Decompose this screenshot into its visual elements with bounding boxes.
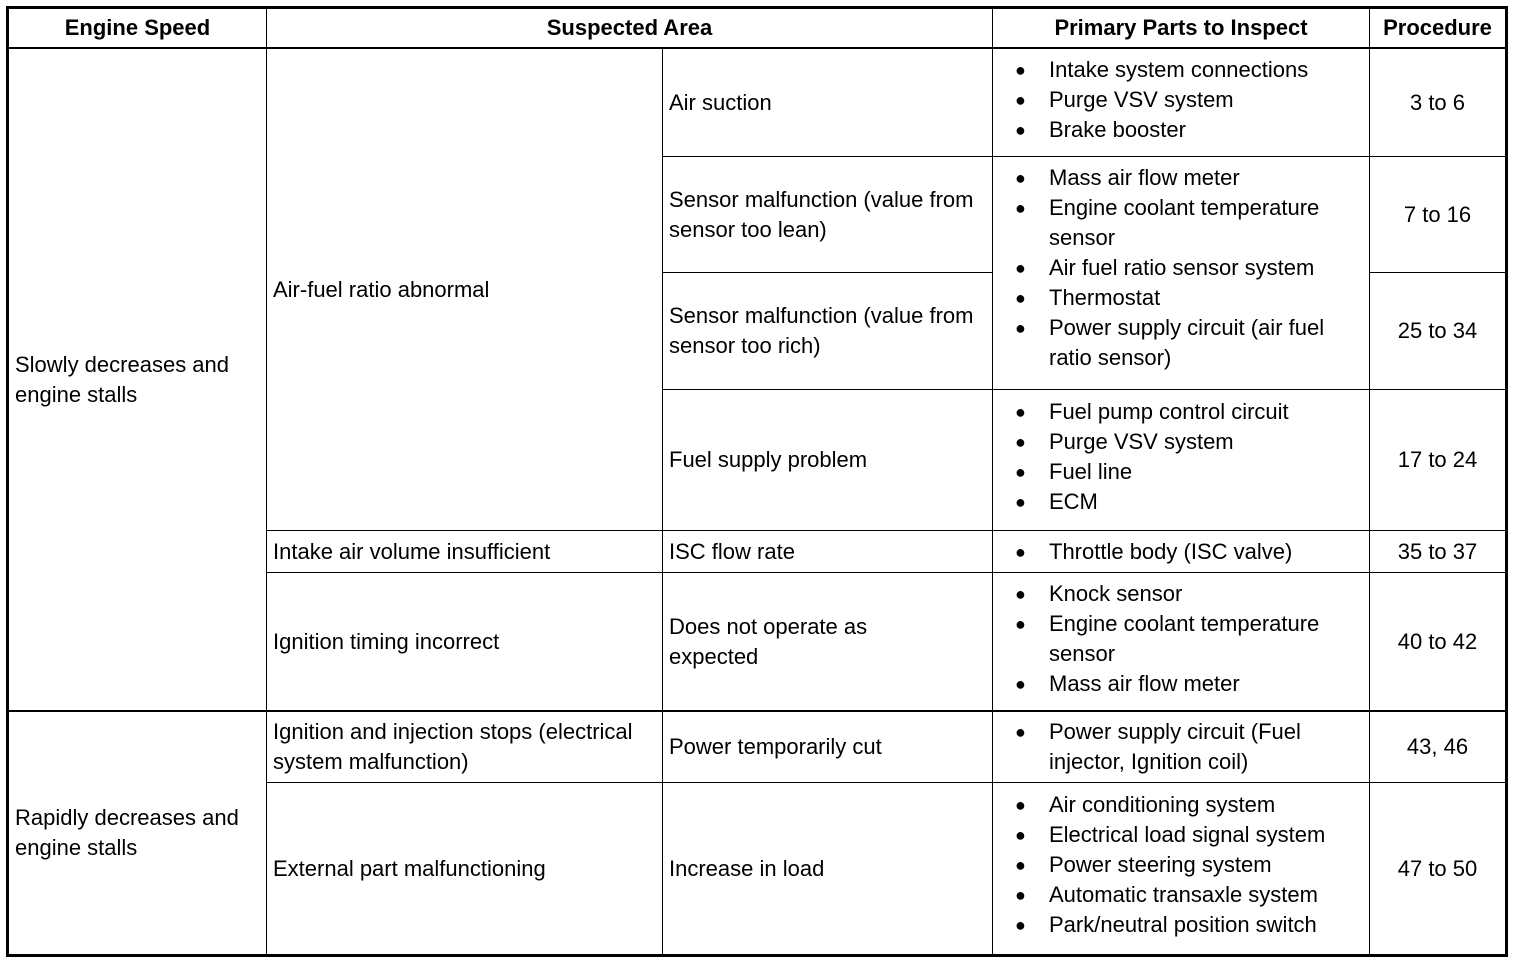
part-item: ● Knock sensor — [993, 579, 1369, 609]
sub-increase-load: Increase in load — [669, 855, 825, 881]
sub-air-suction: Air suction — [669, 89, 772, 115]
header-suspected-area: Suspected Area — [546, 15, 713, 40]
part-item: ● Engine coolant temperature sensor — [993, 193, 1369, 253]
sub-sensor-rich: Sensor malfunction (value from sensor too rich) — [669, 303, 974, 358]
table-border-bottom — [6, 954, 1508, 957]
sub-sensor-lean: Sensor malfunction (value from sensor too lean) — [669, 186, 974, 242]
header-procedure: Procedure — [1383, 15, 1492, 40]
header-primary-parts: Primary Parts to Inspect — [1054, 15, 1308, 40]
part-item: ● Fuel pump control circuit — [993, 397, 1369, 427]
part-item: ● Engine coolant temperature sensor — [993, 609, 1369, 669]
parts-isc-flow — [993, 537, 1369, 567]
engine-speed-slow: Slowly decreases and engine stalls — [15, 351, 230, 407]
part-item: ● Mass air flow meter — [993, 669, 1369, 699]
part-item: ● Power supply circuit (air fuel ratio sensor) — [993, 313, 1369, 373]
parts-air-suction — [993, 55, 1369, 145]
area-ignition-timing: Ignition timing incorrect — [273, 628, 500, 654]
part-item: ● Brake booster — [993, 115, 1369, 145]
part-item: ● Throttle body (ISC valve) — [993, 537, 1369, 567]
engine-speed-rapid: Rapidly decreases and engine stalls — [15, 805, 239, 860]
part-item: ● Thermostat — [993, 283, 1369, 313]
sub-fuel-supply: Fuel supply problem — [669, 447, 868, 472]
parts-fuel-supply — [993, 397, 1369, 517]
part-item: ● Park/neutral position switch — [993, 910, 1369, 940]
table-border-right — [1505, 6, 1508, 957]
part-item: ● Purge VSV system — [993, 85, 1369, 115]
procedure-isc-flow: 35 to 37 — [1397, 538, 1478, 564]
part-item: ● Automatic transaxle system — [993, 880, 1369, 910]
part-item: ● Fuel line — [993, 457, 1369, 487]
procedure-air-suction: 3 to 6 — [1409, 89, 1466, 115]
parts-sensor — [993, 163, 1369, 373]
sub-isc-flow: ISC flow rate — [669, 538, 795, 564]
procedure-sensor-rich: 25 to 34 — [1397, 318, 1478, 343]
part-item: ● Power steering system — [993, 850, 1369, 880]
sub-power-cut: Power temporarily cut — [669, 734, 882, 759]
part-item: ● Electrical load signal system — [993, 820, 1369, 850]
header-engine-speed: Engine Speed — [64, 15, 211, 40]
part-item: ● Mass air flow meter — [993, 163, 1369, 193]
procedure-fuel-supply: 17 to 24 — [1397, 447, 1478, 472]
procedure-power-cut: 43, 46 — [1406, 734, 1469, 759]
part-item: ● Purge VSV system — [993, 427, 1369, 457]
part-item: ● Intake system connections — [993, 55, 1369, 85]
sub-not-operate: Does not operate as expected — [669, 613, 868, 669]
parts-power-cut — [993, 717, 1369, 777]
area-external: External part malfunctioning — [273, 855, 546, 881]
area-air-fuel: Air-fuel ratio abnormal — [273, 276, 490, 302]
procedure-increase-load: 47 to 50 — [1397, 855, 1478, 881]
part-item: ● Air fuel ratio sensor system — [993, 253, 1369, 283]
parts-not-operate — [993, 579, 1369, 699]
area-ignition-injection: Ignition and injection stops (electrical system malfunction) — [273, 719, 633, 774]
part-item: ● Power supply circuit (Fuel injector, Ignition coil) — [993, 717, 1369, 777]
part-item: ● ECM — [993, 487, 1369, 517]
part-item: ● Air conditioning system — [993, 790, 1369, 820]
procedure-sensor-lean: 7 to 16 — [1403, 201, 1472, 227]
parts-increase-load — [993, 790, 1369, 940]
row-line-a2 — [992, 156, 1370, 157]
area-intake-air: Intake air volume insufficient — [273, 538, 551, 564]
procedure-not-operate: 40 to 42 — [1397, 628, 1478, 654]
